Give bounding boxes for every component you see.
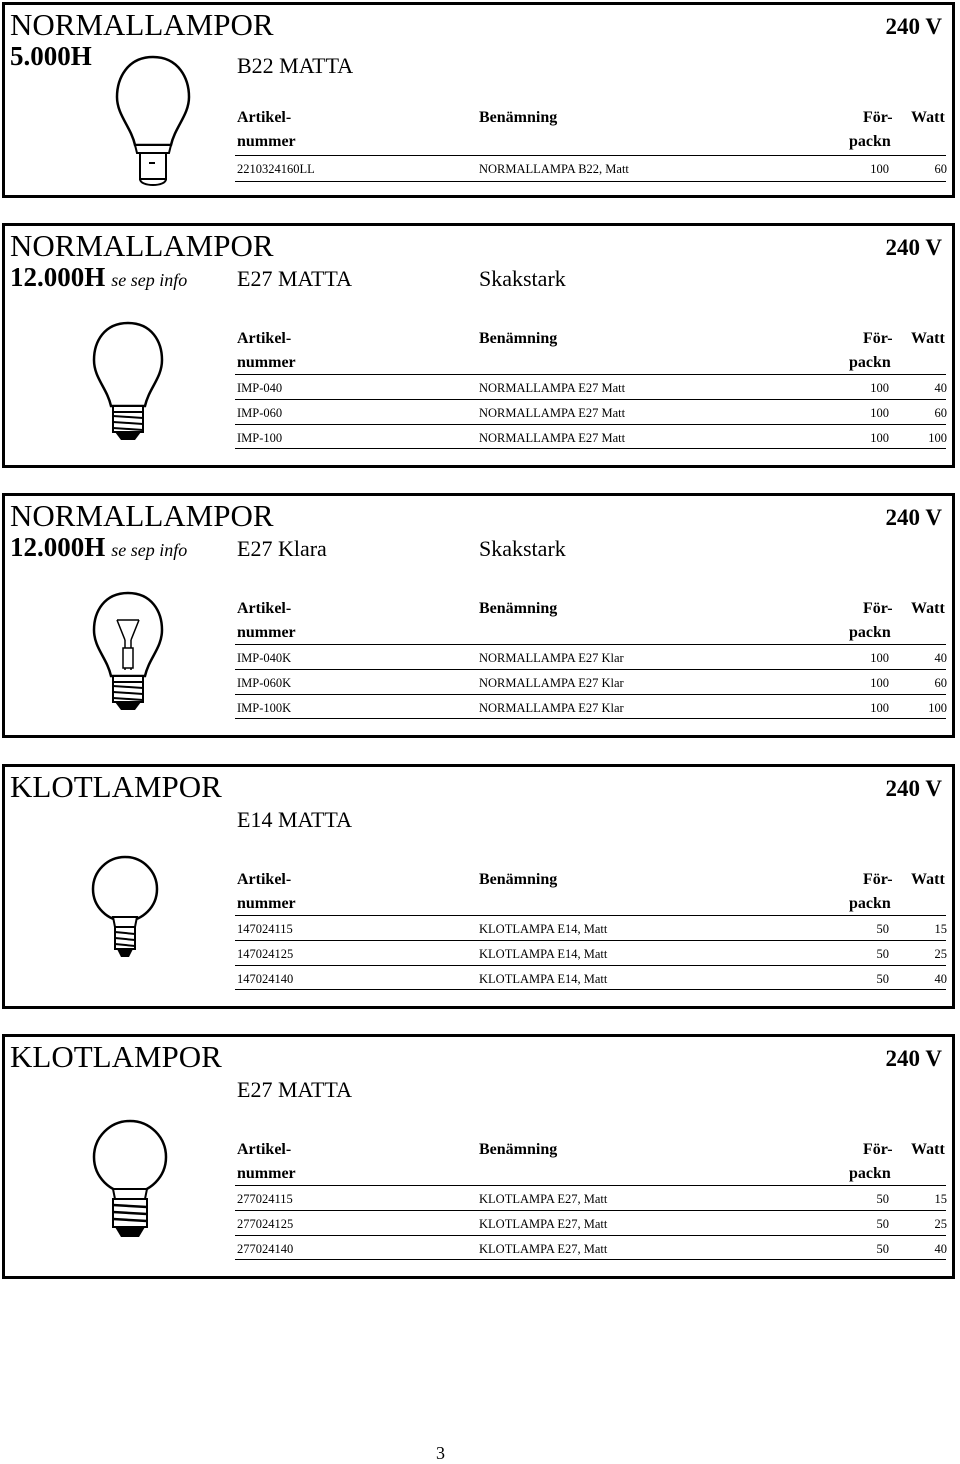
wattage: 60 bbox=[934, 676, 947, 690]
voltage-label: 240 V bbox=[885, 1046, 942, 1071]
wattage: 25 bbox=[934, 1217, 947, 1231]
pack-quantity: 50 bbox=[876, 922, 889, 936]
section-title: NORMALLAMPOR bbox=[10, 228, 274, 263]
row-divider bbox=[235, 181, 946, 182]
strength-label: Skakstark bbox=[479, 536, 566, 561]
col-article-header: Artikel- bbox=[237, 330, 292, 347]
voltage-label: 240 V bbox=[885, 776, 942, 801]
row-divider bbox=[235, 424, 946, 425]
product-section-normallampor-e27-matt bbox=[2, 223, 955, 468]
article-number: 147024140 bbox=[237, 972, 294, 986]
wattage: 15 bbox=[934, 1192, 947, 1206]
product-name: KLOTLAMPA E27, Matt bbox=[479, 1242, 608, 1256]
article-number: 277024115 bbox=[237, 1192, 293, 1206]
col-name-header: Benämning bbox=[479, 1141, 558, 1158]
voltage-label: 240 V bbox=[885, 235, 942, 260]
row-divider bbox=[235, 155, 946, 156]
product-name: NORMALLAMPA E27 Matt bbox=[479, 406, 626, 420]
voltage-label: 240 V bbox=[885, 14, 942, 39]
variant-label: B22 MATTA bbox=[237, 53, 354, 78]
pack-quantity: 100 bbox=[870, 651, 889, 665]
col-watt-header: Watt bbox=[911, 1141, 945, 1158]
row-divider bbox=[235, 399, 946, 400]
col-pack-header: För- bbox=[863, 600, 893, 617]
col-pack-header-2: packn bbox=[849, 624, 891, 641]
e27-globe-bulb-icon bbox=[89, 1117, 171, 1249]
variant-label: E14 MATTA bbox=[237, 807, 352, 832]
col-pack-header-2: packn bbox=[849, 1165, 891, 1182]
col-watt-header: Watt bbox=[911, 871, 945, 888]
wattage: 40 bbox=[934, 381, 947, 395]
article-number: 147024125 bbox=[237, 947, 294, 961]
b22-matt-bulb-icon bbox=[113, 53, 193, 191]
lifetime-label: 12.000H se sep info bbox=[10, 532, 188, 562]
col-pack-header: För- bbox=[863, 871, 893, 888]
product-name: KLOTLAMPA E14, Matt bbox=[479, 947, 608, 961]
wattage: 100 bbox=[928, 701, 947, 715]
pack-quantity: 100 bbox=[870, 701, 889, 715]
article-number: 277024140 bbox=[237, 1242, 294, 1256]
row-divider bbox=[235, 448, 946, 449]
product-section-klotlampor-e27 bbox=[2, 1034, 955, 1279]
article-number: 2210324160LL bbox=[237, 162, 315, 176]
strength-label: Skakstark bbox=[479, 266, 566, 291]
col-article-header-2: nummer bbox=[237, 1165, 296, 1182]
product-section-klotlampor-e14 bbox=[2, 764, 955, 1009]
row-divider bbox=[235, 694, 946, 695]
pack-quantity: 100 bbox=[870, 431, 889, 445]
voltage-label: 240 V bbox=[885, 505, 942, 530]
row-divider bbox=[235, 374, 946, 375]
article-number: IMP-100 bbox=[237, 431, 283, 445]
e27-clear-bulb-icon bbox=[91, 590, 165, 716]
row-divider bbox=[235, 1259, 946, 1260]
row-divider bbox=[235, 1185, 946, 1186]
section-title: NORMALLAMPOR bbox=[10, 7, 274, 42]
product-name: KLOTLAMPA E14, Matt bbox=[479, 972, 608, 986]
row-divider bbox=[235, 669, 946, 670]
wattage: 60 bbox=[934, 406, 947, 420]
wattage: 15 bbox=[934, 922, 947, 936]
pack-quantity: 100 bbox=[870, 406, 889, 420]
product-name: NORMALLAMPA B22, Matt bbox=[479, 162, 629, 176]
variant-label: E27 MATTA bbox=[237, 1077, 352, 1102]
section-title: KLOTLAMPOR bbox=[10, 769, 222, 804]
pack-quantity: 100 bbox=[870, 676, 889, 690]
row-divider bbox=[235, 915, 946, 916]
col-name-header: Benämning bbox=[479, 600, 558, 617]
pack-quantity: 50 bbox=[876, 972, 889, 986]
product-name: NORMALLAMPA E27 Klar bbox=[479, 651, 624, 665]
product-section-normallampor-b22 bbox=[2, 2, 955, 198]
col-pack-header-2: packn bbox=[849, 895, 891, 912]
article-number: IMP-040K bbox=[237, 651, 292, 665]
variant-label: E27 Klara bbox=[237, 536, 327, 561]
product-name: KLOTLAMPA E27, Matt bbox=[479, 1192, 608, 1206]
col-pack-header: För- bbox=[863, 330, 893, 347]
article-number: IMP-100K bbox=[237, 701, 292, 715]
product-name: KLOTLAMPA E14, Matt bbox=[479, 922, 608, 936]
col-article-header: Artikel- bbox=[237, 871, 292, 888]
article-number: IMP-060K bbox=[237, 676, 292, 690]
col-article-header-2: nummer bbox=[237, 895, 296, 912]
pack-quantity: 50 bbox=[876, 947, 889, 961]
wattage: 60 bbox=[934, 162, 947, 176]
product-name: KLOTLAMPA E27, Matt bbox=[479, 1217, 608, 1231]
wattage: 40 bbox=[934, 651, 947, 665]
col-article-header-2: nummer bbox=[237, 624, 296, 641]
wattage: 40 bbox=[934, 972, 947, 986]
product-name: NORMALLAMPA E27 Matt bbox=[479, 381, 626, 395]
col-article-header-2: nummer bbox=[237, 354, 296, 371]
wattage: 100 bbox=[928, 431, 947, 445]
wattage: 40 bbox=[934, 1242, 947, 1256]
e27-matt-bulb-icon bbox=[91, 320, 165, 446]
variant-label: E27 MATTA bbox=[237, 266, 352, 291]
pack-quantity: 100 bbox=[870, 162, 889, 176]
col-watt-header: Watt bbox=[911, 109, 945, 126]
lifetime-label: 5.000H bbox=[10, 41, 92, 71]
col-pack-header-2: packn bbox=[849, 133, 891, 150]
article-number: IMP-060 bbox=[237, 406, 283, 420]
row-divider bbox=[235, 718, 946, 719]
lifetime-label: 12.000H se sep info bbox=[10, 262, 188, 292]
row-divider bbox=[235, 644, 946, 645]
col-article-header-2: nummer bbox=[237, 133, 296, 150]
product-name: NORMALLAMPA E27 Klar bbox=[479, 701, 624, 715]
col-name-header: Benämning bbox=[479, 871, 558, 888]
article-number: 147024115 bbox=[237, 922, 293, 936]
pack-quantity: 50 bbox=[876, 1242, 889, 1256]
col-pack-header-2: packn bbox=[849, 354, 891, 371]
pack-quantity: 100 bbox=[870, 381, 889, 395]
e14-globe-bulb-icon bbox=[89, 853, 161, 977]
col-article-header: Artikel- bbox=[237, 109, 292, 126]
article-number: IMP-040 bbox=[237, 381, 283, 395]
section-title: KLOTLAMPOR bbox=[10, 1039, 222, 1074]
col-pack-header: För- bbox=[863, 109, 893, 126]
col-pack-header: För- bbox=[863, 1141, 893, 1158]
pack-quantity: 50 bbox=[876, 1192, 889, 1206]
page-number: 3 bbox=[436, 1443, 445, 1463]
row-divider bbox=[235, 989, 946, 990]
product-section-normallampor-e27-klar bbox=[2, 493, 955, 738]
col-watt-header: Watt bbox=[911, 330, 945, 347]
col-article-header: Artikel- bbox=[237, 600, 292, 617]
section-title: NORMALLAMPOR bbox=[10, 498, 274, 533]
row-divider bbox=[235, 965, 946, 966]
row-divider bbox=[235, 940, 946, 941]
col-name-header: Benämning bbox=[479, 330, 558, 347]
pack-quantity: 50 bbox=[876, 1217, 889, 1231]
wattage: 25 bbox=[934, 947, 947, 961]
product-name: NORMALLAMPA E27 Matt bbox=[479, 431, 626, 445]
article-number: 277024125 bbox=[237, 1217, 294, 1231]
row-divider bbox=[235, 1210, 946, 1211]
col-watt-header: Watt bbox=[911, 600, 945, 617]
row-divider bbox=[235, 1235, 946, 1236]
product-name: NORMALLAMPA E27 Klar bbox=[479, 676, 624, 690]
col-name-header: Benämning bbox=[479, 109, 558, 126]
col-article-header: Artikel- bbox=[237, 1141, 292, 1158]
